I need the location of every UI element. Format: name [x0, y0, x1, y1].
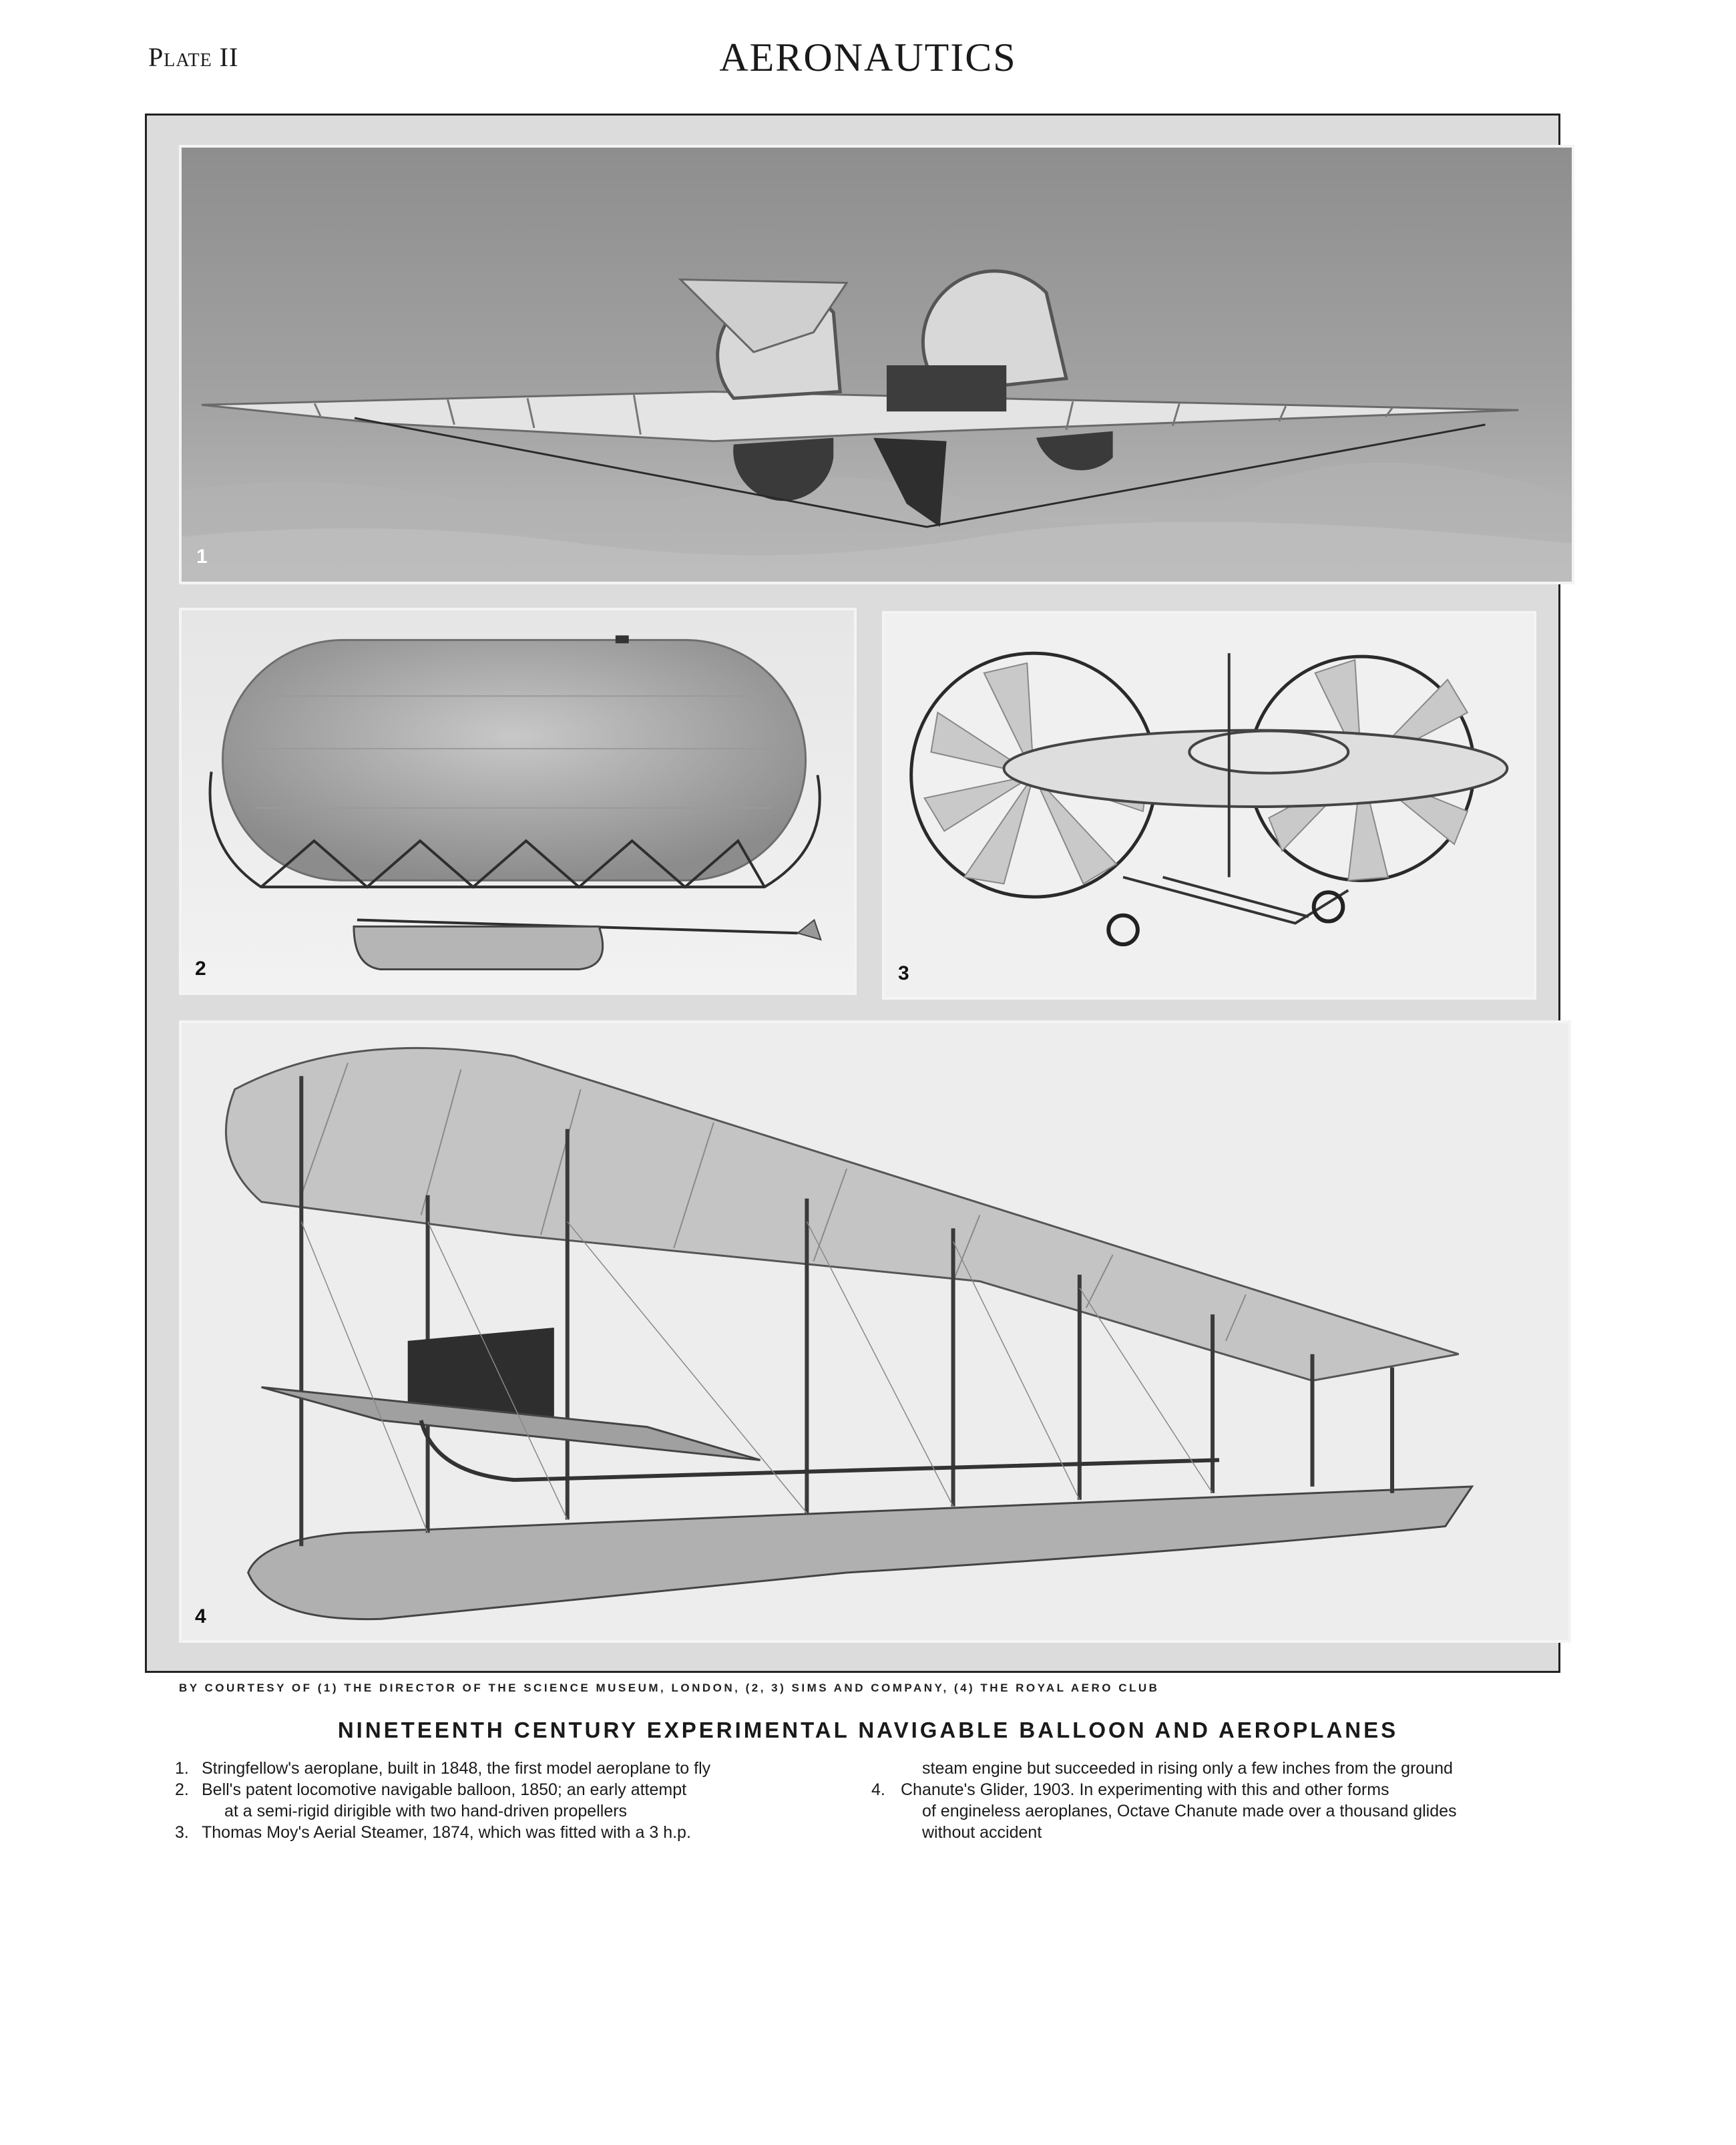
plate-label: Plate II — [148, 42, 239, 72]
caption-item-2-continued: at a semi-rigid dirigible with two hand-driven propellers — [224, 1802, 628, 1820]
caption-item-3-continued: steam engine but succeeded in rising only a few inches from the ground — [922, 1759, 1453, 1778]
caption-item-number: 3. — [175, 1823, 189, 1842]
caption-item-number: 2. — [175, 1780, 189, 1799]
caption-left-column — [175, 1758, 843, 1843]
photo-credit: BY COURTESY OF (1) THE DIRECTOR OF THE SCIENCE MUSEUM, LONDON, (2, 3) SIMS AND COMPANY, (4) THE ROYAL AERO CLUB — [179, 1682, 1160, 1694]
caption-item-4 — [871, 1779, 1526, 1800]
chanute-glider-illustration — [182, 1023, 1568, 1640]
photo-stringfellow-aeroplane — [179, 145, 1574, 584]
caption-item-number: 4. — [871, 1780, 885, 1799]
caption-item-1 — [175, 1758, 843, 1779]
moy-aerial-steamer-illustration — [885, 614, 1534, 997]
caption-item-4-continued: without accident — [922, 1823, 1042, 1842]
caption-item-number: 1. — [175, 1759, 189, 1778]
caption-right-column — [871, 1758, 1526, 1843]
bell-balloon-illustration — [182, 610, 854, 992]
photo-number-1: 1 — [196, 546, 208, 568]
stringfellow-aeroplane-illustration — [182, 148, 1572, 582]
caption-item-text: Thomas Moy's Aerial Steamer, 1874, which was fitted with a 3 h.p. — [202, 1823, 691, 1842]
caption-item-2 — [175, 1779, 843, 1800]
caption-heading: NINETEENTH CENTURY EXPERIMENTAL NAVIGABLE BALLOON AND AEROPLANES — [337, 1718, 1399, 1742]
photo-chanute-glider — [179, 1020, 1571, 1643]
photo-moy-aerial-steamer — [882, 611, 1536, 1000]
caption-item-text: Bell's patent locomotive navigable balloon, 1850; an early attempt — [202, 1780, 687, 1799]
photo-number-4: 4 — [195, 1605, 206, 1627]
photo-number-3: 3 — [898, 962, 909, 984]
caption-item-3 — [175, 1822, 843, 1843]
caption-item-text: Stringfellow's aeroplane, built in 1848, the first model aeroplane to fly — [202, 1759, 711, 1778]
photo-bell-balloon — [179, 608, 857, 995]
caption-item-text: Chanute's Glider, 1903. In experimenting with this and other forms — [901, 1780, 1389, 1799]
photo-number-2: 2 — [195, 958, 206, 980]
page-title: AERONAUTICS — [719, 35, 1017, 79]
caption-item-4-continued: of engineless aeroplanes, Octave Chanute made over a thousand glides — [922, 1802, 1457, 1820]
